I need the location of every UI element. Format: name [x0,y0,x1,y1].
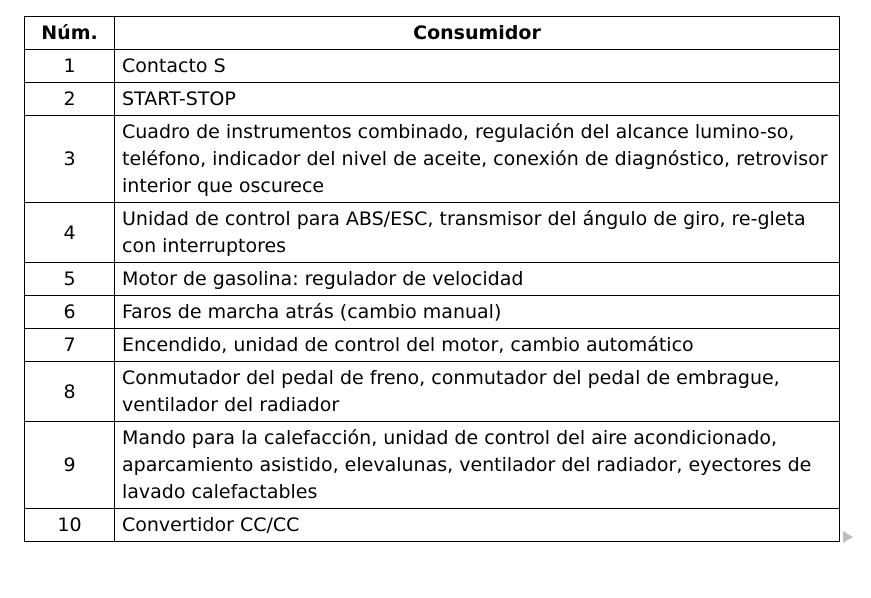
table-row [25,203,840,263]
row-consumer: START-STOP [115,83,840,116]
row-consumer: Conmutador del pedal de freno, conmutador del pedal de embrague, ventilador del radiador [115,362,840,422]
table-row [25,83,840,116]
table-row [25,362,840,422]
row-consumer: Unidad de control para ABS/ESC, transmisor del ángulo de giro, re-gleta con interruptores [115,203,840,263]
table-row [25,263,840,296]
triangle-right-icon [843,531,853,543]
table-row [25,50,840,83]
table-row [25,116,840,203]
row-consumer: Motor de gasolina: regulador de velocidad [115,263,840,296]
row-num: 6 [25,296,115,329]
row-num: 1 [25,50,115,83]
row-num: 8 [25,362,115,422]
row-num: 9 [25,422,115,509]
header-num: Núm. [25,17,115,50]
row-consumer: Cuadro de instrumentos combinado, regulación del alcance lumino-so, teléfono, indicador del nivel de aceite, conexión de diagnóstico, retrovisor interior que oscurece [115,116,840,203]
fuse-consumer-table [24,16,840,542]
table-row [25,329,840,362]
row-consumer: Encendido, unidad de control del motor, cambio automático [115,329,840,362]
row-num: 10 [25,509,115,542]
row-num: 2 [25,83,115,116]
table-header-row [25,17,840,50]
row-consumer: Faros de marcha atrás (cambio manual) [115,296,840,329]
header-consumer: Consumidor [115,17,840,50]
row-num: 4 [25,203,115,263]
table-row [25,422,840,509]
row-num: 7 [25,329,115,362]
row-consumer: Convertidor CC/CC [115,509,840,542]
row-num: 3 [25,116,115,203]
row-consumer: Mando para la calefacción, unidad de control del aire acondicionado, aparcamiento asistido, elevalunas, ventilador del radiador, eyectores de lavado calefactables [115,422,840,509]
table-row [25,509,840,542]
row-num: 5 [25,263,115,296]
table-row [25,296,840,329]
row-consumer: Contacto S [115,50,840,83]
